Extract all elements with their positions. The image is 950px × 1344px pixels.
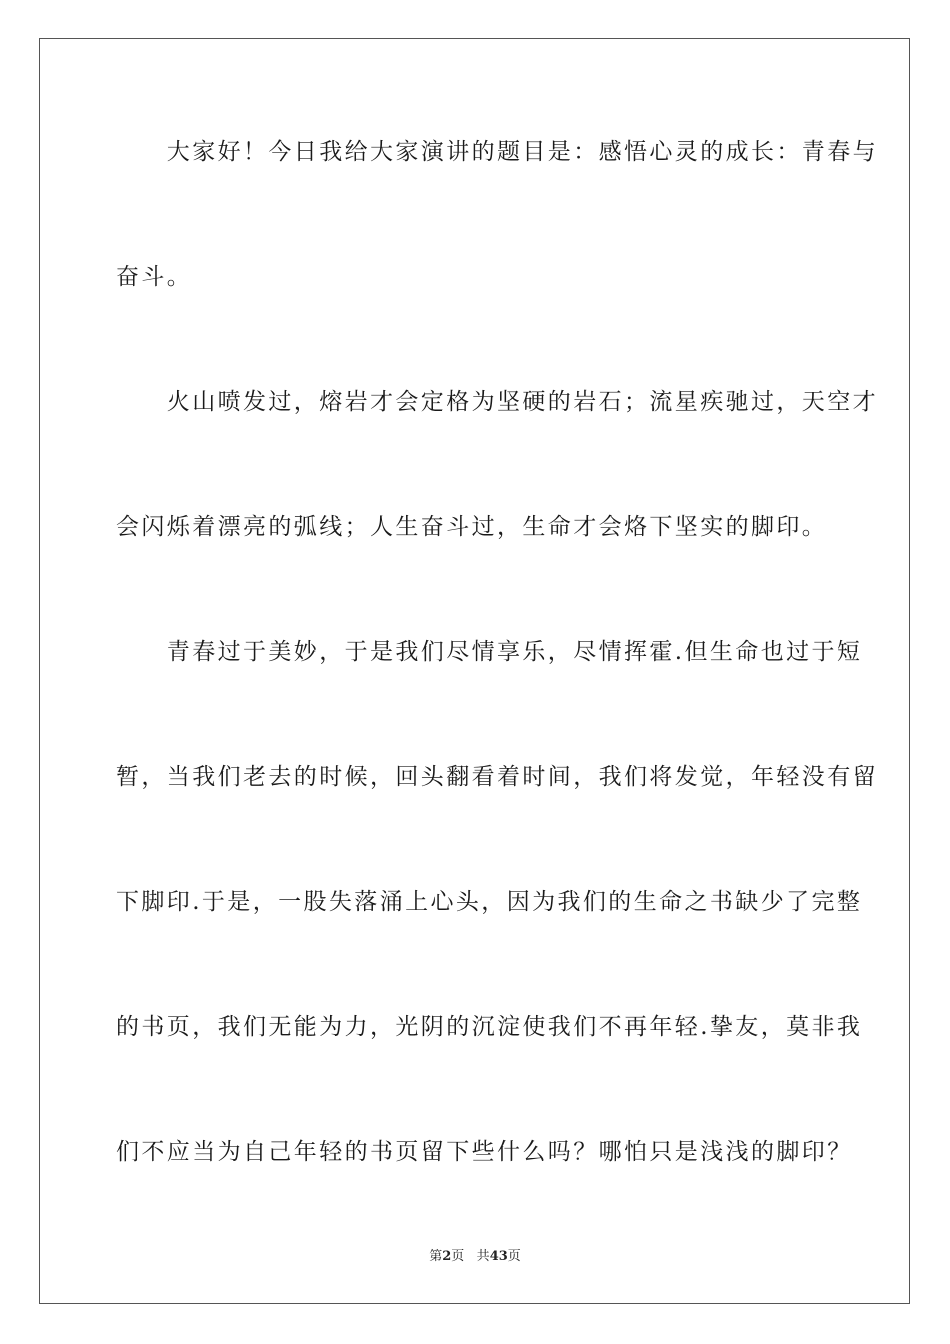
body-text-line-6: 暂，当我们老去的时候，回头翻看着时间，我们将发觉，年轻没有留	[116, 764, 878, 790]
total-prefix: 共	[476, 1249, 490, 1264]
body-text-line-1: 大家好！今日我给大家演讲的题目是：感悟心灵的成长：青春与	[116, 139, 878, 165]
page-footer	[0, 1248, 950, 1266]
page-suffix: 页	[451, 1249, 465, 1264]
body-text-line-5: 青春过于美妙，于是我们尽情享乐，尽情挥霍.但生命也过于短	[116, 639, 863, 665]
body-text-line-4: 会闪烁着漂亮的弧线；人生奋斗过，生命才会烙下坚实的脚印。	[116, 514, 828, 540]
total-pages: 43	[489, 1249, 508, 1264]
page-border	[39, 38, 910, 1304]
body-text-line-8: 的书页，我们无能为力，光阴的沉淀使我们不再年轻.挚友，莫非我	[116, 1014, 863, 1040]
body-text-line-2: 奋斗。	[116, 264, 193, 290]
body-text-line-9: 们不应当为自己年轻的书页留下些什么吗？哪怕只是浅浅的脚印？	[116, 1139, 853, 1165]
body-text-line-7: 下脚印.于是，一股失落涌上心头，因为我们的生命之书缺少了完整	[116, 889, 863, 915]
body-text-line-3: 火山喷发过，熔岩才会定格为坚硬的岩石；流星疾驰过，天空才	[116, 389, 878, 415]
total-suffix: 页	[507, 1249, 521, 1264]
page-prefix: 第	[429, 1249, 443, 1264]
page-number: 2	[442, 1249, 452, 1264]
